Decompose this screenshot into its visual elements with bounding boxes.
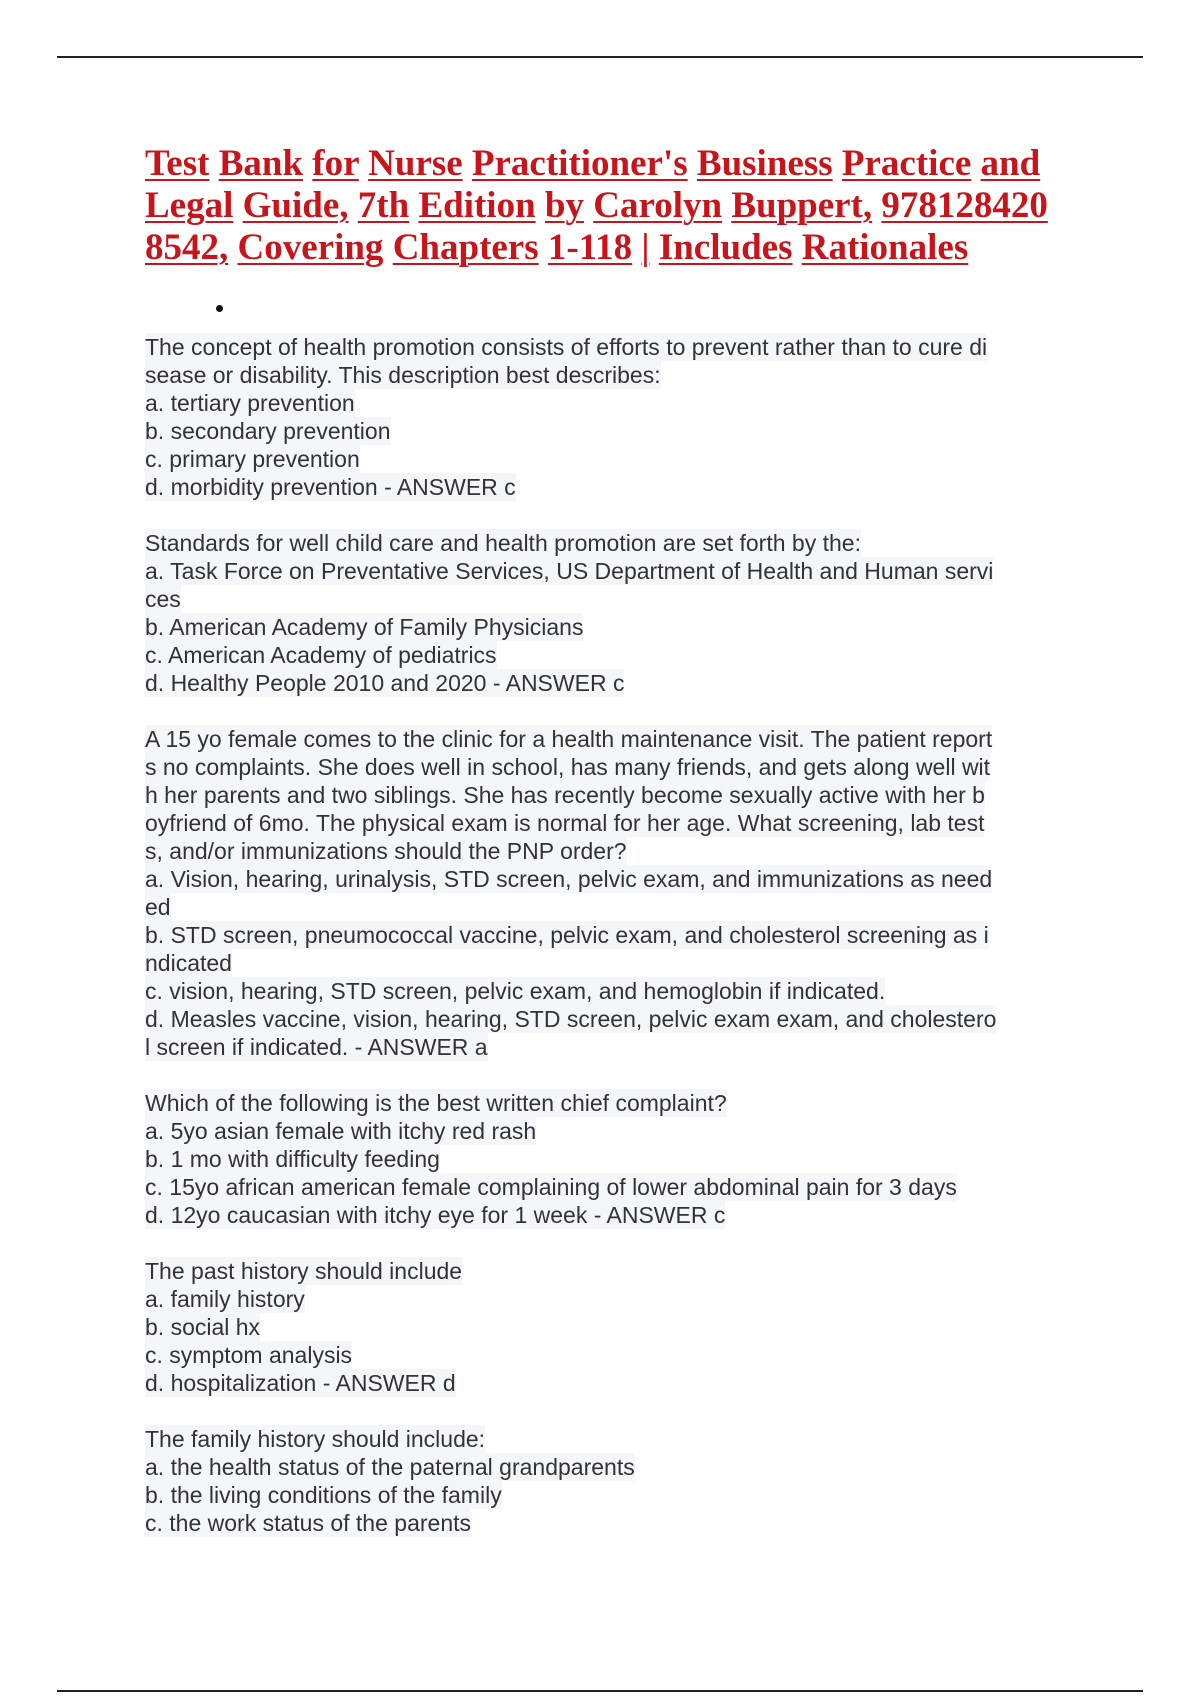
question-line: b. the living conditions of the family: [145, 1482, 502, 1508]
title-word[interactable]: Edition: [418, 185, 536, 226]
title-word[interactable]: Covering: [237, 227, 384, 268]
title-word[interactable]: and: [980, 143, 1041, 184]
title-word[interactable]: Rationales: [801, 227, 969, 268]
title-word[interactable]: Guide,: [242, 185, 349, 226]
title-word[interactable]: |: [641, 227, 650, 268]
title-word[interactable]: Practice: [841, 143, 972, 184]
question-line: b. secondary prevention: [145, 418, 391, 444]
question-line: a. family history: [145, 1286, 305, 1312]
question-line: b. 1 mo with difficulty feeding: [145, 1146, 440, 1172]
title-word[interactable]: Test: [145, 143, 210, 184]
question-line: a. the health status of the paternal grandparents: [145, 1454, 635, 1480]
title-word[interactable]: Nurse: [368, 143, 463, 184]
question-block: [145, 333, 1065, 501]
top-rule: [57, 56, 1143, 58]
title-word[interactable]: Carolyn: [593, 185, 723, 226]
question-line: s, and/or immunizations should the PNP order?: [145, 838, 627, 864]
question-block: [145, 725, 1065, 1061]
question-line: The past history should include: [145, 1258, 463, 1284]
question-line: d. morbidity prevention - ANSWER c: [145, 474, 516, 500]
title-word[interactable]: 8542,: [145, 227, 229, 268]
title-word[interactable]: 1-118: [547, 227, 633, 268]
question-line: d. Measles vaccine, vision, hearing, STD screen, pelvic exam exam, and cholestero: [145, 1006, 997, 1032]
document-title[interactable]: [145, 143, 1065, 269]
title-word[interactable]: Legal: [145, 185, 234, 226]
question-line: a. Vision, hearing, urinalysis, STD screen, pelvic exam, and immunizations as need: [145, 866, 993, 892]
question-block: [145, 1089, 1065, 1229]
title-word[interactable]: for: [312, 143, 359, 184]
question-line: b. STD screen, pneumococcal vaccine, pelvic exam, and cholesterol screening as i: [145, 922, 989, 948]
title-word[interactable]: Business: [696, 143, 833, 184]
title-word[interactable]: 978128420: [881, 185, 1048, 226]
question-line: a. Task Force on Preventative Services, US Department of Health and Human servi: [145, 558, 994, 584]
question-line: ces: [145, 586, 181, 612]
title-word[interactable]: Bank: [218, 143, 304, 184]
question-line: b. American Academy of Family Physicians: [145, 614, 584, 640]
question-line: A 15 yo female comes to the clinic for a health maintenance visit. The patient report: [145, 726, 993, 752]
title-word[interactable]: 7th: [357, 185, 410, 226]
title-word[interactable]: Chapters: [392, 227, 539, 268]
title-word[interactable]: by: [544, 185, 584, 226]
bottom-rule: [57, 1690, 1143, 1692]
question-block: [145, 529, 1065, 697]
question-line: d. 12yo caucasian with itchy eye for 1 week - ANSWER c: [145, 1202, 726, 1228]
question-line: The family history should include:: [145, 1426, 486, 1452]
question-block: [145, 1425, 1065, 1537]
question-line: d. Healthy People 2010 and 2020 - ANSWER c: [145, 670, 625, 696]
question-line: c. the work status of the parents: [145, 1510, 471, 1536]
question-line: a. 5yo asian female with itchy red rash: [145, 1118, 537, 1144]
question-line: c. vision, hearing, STD screen, pelvic exam, and hemoglobin if indicated.: [145, 978, 886, 1004]
list-bullet: [216, 305, 223, 312]
question-line: c. 15yo african american female complaining of lower abdominal pain for 3 days: [145, 1174, 957, 1200]
question-line: ed: [145, 894, 171, 920]
question-line: ndicated: [145, 950, 232, 976]
question-line: h her parents and two siblings. She has recently become sexually active with her b: [145, 782, 985, 808]
question-line: sease or disability. This description best describes:: [145, 362, 661, 388]
question-line: Which of the following is the best written chief complaint?: [145, 1090, 727, 1116]
question-line: c. American Academy of pediatrics: [145, 642, 497, 668]
question-line: d. hospitalization - ANSWER d: [145, 1370, 456, 1396]
question-line: a. tertiary prevention: [145, 390, 355, 416]
title-word[interactable]: Buppert,: [731, 185, 873, 226]
question-line: b. social hx: [145, 1314, 261, 1340]
question-line: Standards for well child care and health promotion are set forth by the:: [145, 530, 861, 556]
question-line: c. primary prevention: [145, 446, 360, 472]
question-line: s no complaints. She does well in school, has many friends, and gets along well wit: [145, 754, 991, 780]
question-line: c. symptom analysis: [145, 1342, 353, 1368]
question-line: The concept of health promotion consists of efforts to prevent rather than to cure di: [145, 334, 988, 360]
title-word[interactable]: Practitioner's: [471, 143, 688, 184]
question-line: oyfriend of 6mo. The physical exam is normal for her age. What screening, lab test: [145, 810, 985, 836]
question-block: [145, 1257, 1065, 1397]
title-word[interactable]: Includes: [658, 227, 793, 268]
question-line: l screen if indicated. - ANSWER a: [145, 1034, 488, 1060]
question-list: [145, 333, 1065, 1565]
